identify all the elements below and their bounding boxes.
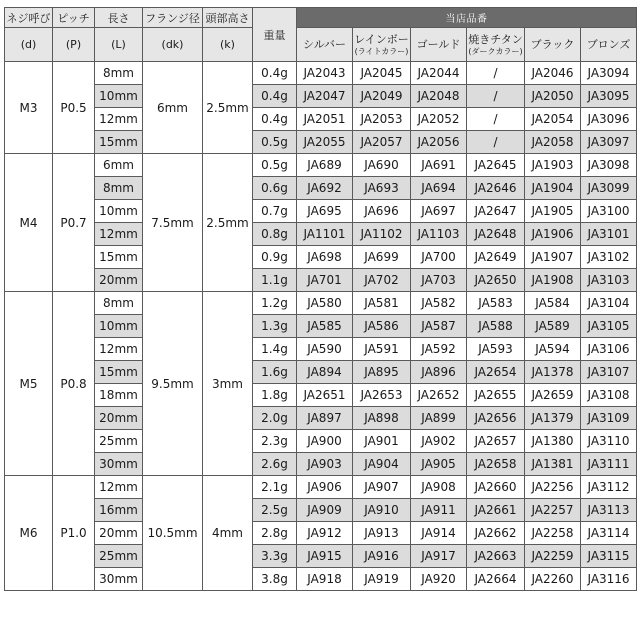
product-code-cell: JA900 [297, 430, 353, 453]
product-code-cell: JA905 [411, 453, 467, 476]
product-code-cell: JA919 [353, 568, 411, 591]
product-code-cell: JA2054 [525, 108, 581, 131]
product-code-cell: JA2647 [467, 200, 525, 223]
weight-cell: 0.4g [253, 108, 297, 131]
table-row [5, 338, 637, 361]
table-row [5, 476, 637, 499]
length-symbol: (L) [95, 28, 143, 62]
product-code-cell: / [467, 131, 525, 154]
color-header-sublabel: (ダークカラー) [468, 46, 523, 56]
product-code-cell: JA2048 [411, 85, 467, 108]
product-code-cell: JA894 [297, 361, 353, 384]
pitch-cell: P1.0 [53, 476, 95, 591]
product-code-cell: JA3099 [581, 177, 637, 200]
product-code-cell: JA703 [411, 269, 467, 292]
product-code-cell: JA2659 [525, 384, 581, 407]
product-code-cell: JA3102 [581, 246, 637, 269]
product-code-cell: JA2645 [467, 154, 525, 177]
product-code-cell: JA1908 [525, 269, 581, 292]
length-cell: 6mm [95, 154, 143, 177]
weight-cell: 0.4g [253, 62, 297, 85]
product-code-cell: JA1381 [525, 453, 581, 476]
product-code-cell: JA702 [353, 269, 411, 292]
product-code-cell: JA588 [467, 315, 525, 338]
product-code-cell: JA2651 [297, 384, 353, 407]
product-code-cell: JA2052 [411, 108, 467, 131]
product-code-cell: JA3100 [581, 200, 637, 223]
color-header [525, 28, 581, 62]
weight-header: 重量 [253, 8, 297, 62]
thread-size-cell: M4 [5, 154, 53, 292]
product-code-cell: JA2050 [525, 85, 581, 108]
product-code-cell: JA689 [297, 154, 353, 177]
product-code-cell: JA898 [353, 407, 411, 430]
product-code-cell: JA593 [467, 338, 525, 361]
product-code-cell: JA2650 [467, 269, 525, 292]
product-code-cell: JA3095 [581, 85, 637, 108]
weight-cell: 0.8g [253, 223, 297, 246]
product-code-cell: JA587 [411, 315, 467, 338]
table-row [5, 85, 637, 108]
product-code-cell: JA691 [411, 154, 467, 177]
head-height-header: 頭部高さ [203, 8, 253, 28]
length-cell: 18mm [95, 384, 143, 407]
color-header [467, 28, 525, 62]
product-code-cell: JA2049 [353, 85, 411, 108]
product-code-cell: JA899 [411, 407, 467, 430]
length-cell: 15mm [95, 246, 143, 269]
product-code-cell: JA3115 [581, 545, 637, 568]
length-cell: 8mm [95, 292, 143, 315]
length-cell: 8mm [95, 177, 143, 200]
table-row [5, 292, 637, 315]
product-code-cell: JA2057 [353, 131, 411, 154]
table-row [5, 522, 637, 545]
weight-cell: 2.0g [253, 407, 297, 430]
product-code-cell: JA2055 [297, 131, 353, 154]
table-row [5, 430, 637, 453]
product-code-cell: JA915 [297, 545, 353, 568]
color-header-label: ブロンズ [586, 37, 631, 51]
product-code-cell: JA910 [353, 499, 411, 522]
product-code-cell: JA1378 [525, 361, 581, 384]
product-code-cell: JA2657 [467, 430, 525, 453]
product-code-cell: JA693 [353, 177, 411, 200]
length-cell: 10mm [95, 85, 143, 108]
weight-cell: 0.5g [253, 131, 297, 154]
product-code-cell: JA908 [411, 476, 467, 499]
product-code-cell: JA3109 [581, 407, 637, 430]
product-code-cell: JA1102 [353, 223, 411, 246]
table-row [5, 361, 637, 384]
product-code-cell: JA2258 [525, 522, 581, 545]
thread-size-cell: M3 [5, 62, 53, 154]
product-code-cell: JA3110 [581, 430, 637, 453]
product-code-cell: JA906 [297, 476, 353, 499]
product-code-cell: JA694 [411, 177, 467, 200]
product-code-cell: JA2655 [467, 384, 525, 407]
table-row [5, 246, 637, 269]
length-cell: 20mm [95, 269, 143, 292]
color-header-label: ブラック [530, 37, 575, 51]
head-height-cell: 2.5mm [203, 62, 253, 154]
color-header [581, 28, 637, 62]
weight-cell: 1.2g [253, 292, 297, 315]
product-code-cell: JA3108 [581, 384, 637, 407]
product-code-cell: JA692 [297, 177, 353, 200]
table-row [5, 315, 637, 338]
product-code-cell: JA697 [411, 200, 467, 223]
table-row [5, 154, 637, 177]
product-code-cell: JA1905 [525, 200, 581, 223]
product-code-cell: JA3101 [581, 223, 637, 246]
color-header [297, 28, 353, 62]
weight-cell: 1.6g [253, 361, 297, 384]
pitch-header: ピッチ [53, 8, 95, 28]
product-code-cell: JA3116 [581, 568, 637, 591]
product-code-cell: JA917 [411, 545, 467, 568]
product-code-cell: JA2045 [353, 62, 411, 85]
product-code-cell: JA2051 [297, 108, 353, 131]
weight-cell: 2.1g [253, 476, 297, 499]
pitch-symbol: (P) [53, 28, 95, 62]
length-cell: 30mm [95, 453, 143, 476]
product-code-cell: JA901 [353, 430, 411, 453]
weight-cell: 1.3g [253, 315, 297, 338]
weight-cell: 0.4g [253, 85, 297, 108]
product-code-cell: JA912 [297, 522, 353, 545]
head-height-cell: 2.5mm [203, 154, 253, 292]
product-code-cell: / [467, 108, 525, 131]
product-code-cell: JA3105 [581, 315, 637, 338]
weight-cell: 2.6g [253, 453, 297, 476]
length-cell: 20mm [95, 407, 143, 430]
product-code-cell: JA903 [297, 453, 353, 476]
product-code-cell: JA580 [297, 292, 353, 315]
product-code-cell: JA2056 [411, 131, 467, 154]
flange-diameter-cell: 7.5mm [143, 154, 203, 292]
pitch-cell: P0.7 [53, 154, 95, 292]
weight-cell: 1.1g [253, 269, 297, 292]
product-code-cell: JA1103 [411, 223, 467, 246]
length-cell: 25mm [95, 430, 143, 453]
table-row [5, 200, 637, 223]
product-code-group-header: 当店品番 [297, 8, 637, 28]
head-height-cell: 4mm [203, 476, 253, 591]
length-cell: 8mm [95, 62, 143, 85]
product-code-cell: JA585 [297, 315, 353, 338]
product-code-cell: JA3107 [581, 361, 637, 384]
product-code-cell: JA699 [353, 246, 411, 269]
product-code-cell: JA3097 [581, 131, 637, 154]
product-code-cell: JA3103 [581, 269, 637, 292]
product-code-cell: JA2047 [297, 85, 353, 108]
product-code-cell: JA3113 [581, 499, 637, 522]
product-code-cell: JA582 [411, 292, 467, 315]
product-code-cell: JA3094 [581, 62, 637, 85]
table-row [5, 545, 637, 568]
table-row [5, 108, 637, 131]
thread-size-cell: M6 [5, 476, 53, 591]
table-row [5, 499, 637, 522]
product-code-cell: JA3112 [581, 476, 637, 499]
product-code-cell: JA584 [525, 292, 581, 315]
product-code-cell: JA897 [297, 407, 353, 430]
product-code-cell: JA2256 [525, 476, 581, 499]
product-code-cell: JA1906 [525, 223, 581, 246]
weight-cell: 1.4g [253, 338, 297, 361]
product-code-cell: / [467, 62, 525, 85]
product-code-cell: JA2646 [467, 177, 525, 200]
table-row [5, 223, 637, 246]
product-code-cell: JA581 [353, 292, 411, 315]
product-code-cell: JA3098 [581, 154, 637, 177]
product-code-cell: JA914 [411, 522, 467, 545]
product-code-cell: JA920 [411, 568, 467, 591]
product-code-cell: JA2660 [467, 476, 525, 499]
weight-cell: 0.5g [253, 154, 297, 177]
product-code-cell: JA904 [353, 453, 411, 476]
product-code-cell: JA3111 [581, 453, 637, 476]
color-header-label: 焼きチタン [468, 32, 523, 46]
length-cell: 10mm [95, 315, 143, 338]
flange-diameter-cell: 9.5mm [143, 292, 203, 476]
length-cell: 12mm [95, 108, 143, 131]
pitch-cell: P0.5 [53, 62, 95, 154]
product-code-cell: JA698 [297, 246, 353, 269]
flange-symbol: (dk) [143, 28, 203, 62]
table-row [5, 407, 637, 430]
table-row [5, 384, 637, 407]
length-header: 長さ [95, 8, 143, 28]
product-code-cell: JA2653 [353, 384, 411, 407]
product-code-cell: JA2044 [411, 62, 467, 85]
color-header-sublabel: (ライトカラー) [354, 46, 409, 56]
weight-cell: 0.6g [253, 177, 297, 200]
weight-cell: 2.8g [253, 522, 297, 545]
length-cell: 16mm [95, 499, 143, 522]
product-code-cell: JA3114 [581, 522, 637, 545]
product-code-cell: JA918 [297, 568, 353, 591]
product-code-cell: JA2259 [525, 545, 581, 568]
thread-symbol: (d) [5, 28, 53, 62]
flange-diameter-cell: 10.5mm [143, 476, 203, 591]
product-code-cell: JA1904 [525, 177, 581, 200]
product-code-cell: JA2046 [525, 62, 581, 85]
product-code-cell: / [467, 85, 525, 108]
product-code-cell: JA916 [353, 545, 411, 568]
product-code-cell: JA895 [353, 361, 411, 384]
product-code-cell: JA594 [525, 338, 581, 361]
length-cell: 12mm [95, 338, 143, 361]
weight-cell: 0.7g [253, 200, 297, 223]
product-code-cell: JA1907 [525, 246, 581, 269]
color-header-label: シルバー [303, 37, 346, 51]
product-code-cell: JA690 [353, 154, 411, 177]
table-row [5, 62, 637, 85]
product-code-cell: JA2656 [467, 407, 525, 430]
product-code-cell: JA2260 [525, 568, 581, 591]
product-code-cell: JA2058 [525, 131, 581, 154]
weight-cell: 3.8g [253, 568, 297, 591]
product-code-cell: JA902 [411, 430, 467, 453]
product-code-cell: JA592 [411, 338, 467, 361]
product-code-cell: JA701 [297, 269, 353, 292]
weight-cell: 0.9g [253, 246, 297, 269]
pitch-cell: P0.8 [53, 292, 95, 476]
product-code-cell: JA2652 [411, 384, 467, 407]
color-header [353, 28, 411, 62]
product-code-cell: JA700 [411, 246, 467, 269]
product-code-cell: JA2053 [353, 108, 411, 131]
head-height-symbol: (k) [203, 28, 253, 62]
product-code-cell: JA1101 [297, 223, 353, 246]
product-code-cell: JA2654 [467, 361, 525, 384]
product-code-cell: JA913 [353, 522, 411, 545]
product-code-cell: JA909 [297, 499, 353, 522]
length-cell: 12mm [95, 476, 143, 499]
product-code-cell: JA2661 [467, 499, 525, 522]
product-code-cell: JA1380 [525, 430, 581, 453]
product-code-cell: JA590 [297, 338, 353, 361]
product-code-cell: JA586 [353, 315, 411, 338]
product-code-cell: JA2043 [297, 62, 353, 85]
product-code-cell: JA591 [353, 338, 411, 361]
product-code-cell: JA2662 [467, 522, 525, 545]
product-code-cell: JA911 [411, 499, 467, 522]
product-code-cell: JA1903 [525, 154, 581, 177]
length-cell: 25mm [95, 545, 143, 568]
length-cell: 20mm [95, 522, 143, 545]
product-code-cell: JA2649 [467, 246, 525, 269]
color-header-label: レインボー [354, 32, 409, 46]
thread-size-cell: M5 [5, 292, 53, 476]
flange-header: フランジ径 [143, 8, 203, 28]
weight-cell: 3.3g [253, 545, 297, 568]
color-header [411, 28, 467, 62]
table-row [5, 453, 637, 476]
product-code-cell: JA695 [297, 200, 353, 223]
product-code-cell: JA896 [411, 361, 467, 384]
product-code-cell: JA2663 [467, 545, 525, 568]
product-code-cell: JA3096 [581, 108, 637, 131]
weight-cell: 2.3g [253, 430, 297, 453]
weight-cell: 2.5g [253, 499, 297, 522]
product-code-cell: JA3106 [581, 338, 637, 361]
product-code-cell: JA2664 [467, 568, 525, 591]
table-row [5, 131, 637, 154]
screw-spec-table [4, 7, 637, 591]
table-row [5, 177, 637, 200]
length-cell: 15mm [95, 361, 143, 384]
product-code-cell: JA696 [353, 200, 411, 223]
flange-diameter-cell: 6mm [143, 62, 203, 154]
table-row [5, 269, 637, 292]
product-code-cell: JA3104 [581, 292, 637, 315]
thread-header: ネジ呼び [5, 8, 53, 28]
length-cell: 15mm [95, 131, 143, 154]
product-code-cell: JA1379 [525, 407, 581, 430]
product-code-cell: JA2648 [467, 223, 525, 246]
product-code-cell: JA589 [525, 315, 581, 338]
product-code-cell: JA907 [353, 476, 411, 499]
length-cell: 30mm [95, 568, 143, 591]
head-height-cell: 3mm [203, 292, 253, 476]
product-code-cell: JA2658 [467, 453, 525, 476]
weight-cell: 1.8g [253, 384, 297, 407]
product-code-cell: JA2257 [525, 499, 581, 522]
product-code-cell: JA583 [467, 292, 525, 315]
length-cell: 10mm [95, 200, 143, 223]
length-cell: 12mm [95, 223, 143, 246]
color-header-label: ゴールド [416, 37, 461, 51]
table-row [5, 568, 637, 591]
